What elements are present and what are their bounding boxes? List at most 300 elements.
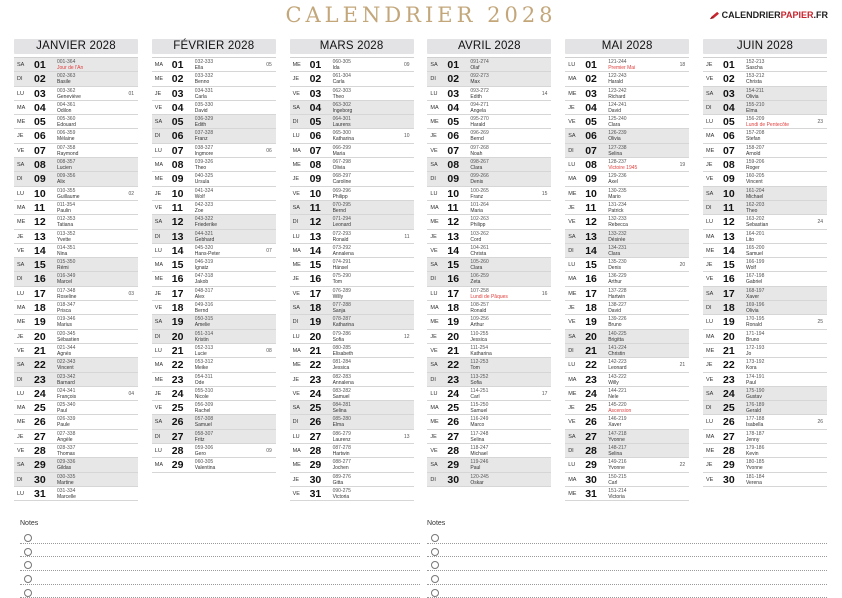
day-row	[427, 444, 551, 458]
day-of-week: DI	[154, 233, 161, 240]
note-line[interactable]	[427, 571, 827, 585]
month-header: MARS 2028	[290, 39, 414, 54]
day-of-week: VE	[430, 347, 438, 354]
day-number: 05	[34, 116, 46, 129]
day-row	[565, 430, 689, 444]
day-row	[14, 430, 138, 444]
note-line[interactable]	[20, 530, 420, 544]
saint-name: Victoria	[332, 493, 350, 500]
day-count: 060-305	[194, 459, 214, 466]
day-number: 29	[171, 459, 184, 472]
day-row	[152, 244, 276, 258]
day-row	[290, 115, 414, 129]
day-row	[427, 244, 551, 258]
day-count: 051-314	[194, 330, 214, 337]
day-number: 13	[585, 230, 597, 243]
day-of-week: SA	[292, 405, 300, 412]
day-row	[152, 158, 276, 172]
holiday-name: Premier Mai	[608, 65, 636, 71]
day-number: 10	[585, 187, 597, 200]
day-number: 06	[34, 130, 46, 143]
day-count: 081-284	[332, 359, 351, 366]
day-of-week: LU	[706, 119, 714, 126]
checkbox-circle-icon[interactable]	[431, 575, 439, 583]
checkbox-circle-icon[interactable]	[24, 548, 32, 556]
day-number: 20	[585, 330, 597, 343]
day-of-week: MA	[568, 276, 577, 283]
day-of-week: ME	[292, 262, 301, 269]
day-row	[290, 330, 414, 344]
note-line[interactable]	[20, 557, 420, 571]
day-number: 30	[585, 473, 597, 486]
day-number: 02	[34, 73, 46, 86]
day-of-week: SA	[154, 219, 163, 226]
day-number: 11	[585, 201, 597, 214]
note-line[interactable]	[20, 571, 420, 585]
day-of-week: LU	[154, 247, 162, 254]
day-number: 17	[171, 287, 184, 300]
day-count: 016-349	[57, 273, 76, 280]
note-line[interactable]	[20, 544, 420, 558]
day-row	[290, 373, 414, 387]
saint-name: Patrick	[608, 207, 624, 214]
saint-name: Valentina	[194, 465, 216, 472]
day-of-week: LU	[154, 448, 162, 455]
holiday-name: Lundi de Pâques	[470, 293, 508, 300]
saint-name: Désirée	[608, 236, 626, 243]
day-number: 28	[447, 445, 460, 458]
day-row	[14, 215, 138, 229]
day-row	[14, 115, 138, 129]
week-number: 24	[817, 219, 823, 226]
day-number: 19	[585, 316, 597, 329]
day-count: 053-312	[194, 359, 214, 366]
day-number: 29	[447, 459, 460, 472]
day-of-week: SA	[430, 162, 438, 169]
day-row	[290, 272, 414, 286]
day-row	[427, 301, 551, 315]
day-count: 095-270	[470, 116, 489, 123]
day-of-week: JE	[430, 133, 437, 140]
day-row	[427, 473, 551, 487]
day-number: 19	[34, 316, 46, 329]
saint-name: Sanja	[332, 308, 346, 315]
week-number: 12	[404, 333, 410, 340]
day-row	[14, 358, 138, 372]
day-row	[290, 301, 414, 315]
day-of-week: LU	[17, 190, 25, 197]
day-number: 12	[34, 216, 46, 229]
day-of-week: MA	[706, 433, 715, 440]
day-row	[14, 87, 138, 101]
checkbox-circle-icon[interactable]	[24, 575, 32, 583]
day-number: 15	[34, 259, 46, 272]
checkbox-circle-icon[interactable]	[431, 534, 439, 542]
day-of-week: JE	[17, 233, 24, 240]
day-count: 149-216	[608, 459, 627, 466]
day-number: 10	[447, 187, 460, 200]
saint-name: Alix	[57, 179, 66, 186]
day-row	[290, 172, 414, 186]
day-count: 100-265	[470, 187, 489, 194]
day-of-week: DI	[430, 276, 436, 283]
day-number: 31	[34, 487, 46, 500]
day-number: 25	[171, 402, 184, 415]
saint-name: Leonard	[332, 222, 351, 229]
day-number: 26	[309, 416, 322, 429]
day-count: 118-247	[470, 445, 489, 452]
brand-logo[interactable]	[709, 10, 828, 20]
day-count: 124-241	[608, 101, 627, 108]
day-of-week: VE	[17, 147, 25, 154]
day-row	[14, 101, 138, 115]
saint-name: Olaf	[470, 65, 480, 71]
day-of-week: VE	[154, 405, 163, 412]
saint-name: Carl	[608, 479, 618, 486]
day-count: 038-327	[194, 144, 214, 151]
day-of-week: JE	[706, 462, 713, 469]
day-number: 26	[34, 416, 46, 429]
day-of-week: MA	[292, 448, 301, 455]
day-count: 134-231	[608, 244, 627, 251]
day-of-week: SA	[154, 119, 163, 126]
day-count: 177-188	[746, 416, 765, 423]
day-count: 159-206	[746, 159, 765, 166]
saint-name: Selina	[608, 451, 623, 458]
day-of-week: VE	[568, 219, 576, 226]
day-number: 10	[171, 187, 184, 200]
day-number: 31	[309, 487, 322, 500]
day-of-week: ME	[568, 490, 577, 497]
saint-name: Wolf	[746, 265, 756, 272]
day-count: 046-319	[194, 259, 214, 266]
saint-name: Jessica	[470, 336, 488, 343]
day-of-week: VE	[706, 476, 714, 483]
day-of-week: MA	[292, 347, 301, 354]
day-of-week: JE	[154, 390, 162, 397]
day-of-week: SA	[430, 362, 438, 369]
saint-name: Samuel	[332, 393, 350, 400]
saint-name: Rebecca	[608, 222, 628, 229]
day-number: 22	[447, 359, 460, 372]
day-count: 151-214	[608, 487, 627, 494]
day-of-week: DI	[706, 204, 712, 211]
day-of-week: SA	[430, 62, 438, 68]
note-line[interactable]	[427, 557, 827, 571]
saint-name: Jenny	[746, 436, 760, 443]
day-of-week: SA	[568, 133, 576, 140]
day-count: 108-257	[470, 302, 489, 309]
day-count: 023-342	[57, 373, 76, 380]
day-number: 14	[309, 244, 322, 257]
day-of-week: JE	[568, 204, 575, 211]
day-number: 03	[723, 87, 735, 100]
day-count: 078-287	[332, 316, 351, 323]
saint-name: Barnard	[57, 379, 75, 386]
saint-name: Alex	[194, 293, 205, 300]
day-count: 070-295	[332, 201, 351, 208]
day-count: 122-243	[608, 73, 627, 80]
saint-name: Michael	[470, 451, 488, 458]
day-count: 035-330	[194, 101, 214, 108]
day-of-week: VE	[706, 276, 714, 283]
day-count: 014-351	[57, 244, 76, 251]
day-of-week: SA	[17, 162, 25, 169]
day-count: 056-309	[194, 402, 214, 409]
note-line[interactable]	[20, 585, 420, 598]
saint-name: Friederike	[194, 222, 218, 229]
day-row	[152, 387, 276, 401]
saint-name: Gebhard	[194, 236, 215, 243]
notes-right	[427, 520, 827, 598]
saint-name: Olivia	[746, 93, 759, 100]
day-number: 28	[34, 445, 46, 458]
day-of-week: DI	[568, 347, 574, 354]
day-of-week: MA	[154, 162, 164, 169]
day-row	[565, 401, 689, 415]
saint-name: Elma	[332, 422, 344, 429]
day-number: 27	[34, 430, 46, 443]
saint-name: Bruno	[746, 336, 760, 343]
day-count: 145-220	[608, 402, 627, 409]
day-count: 126-239	[608, 130, 627, 137]
saint-name: Bernd	[332, 207, 346, 214]
day-count: 013-352	[57, 230, 76, 237]
day-row	[14, 230, 138, 244]
day-number: 06	[171, 130, 184, 143]
day-number: 16	[447, 273, 460, 286]
day-count: 128-237	[608, 159, 627, 166]
day-of-week: VE	[292, 90, 300, 97]
day-count: 004-361	[57, 101, 76, 108]
day-number: 30	[723, 473, 735, 486]
day-row	[427, 115, 551, 129]
day-count: 154-211	[746, 87, 764, 94]
saint-name: Laurenz	[332, 436, 351, 443]
saint-name: Clara	[608, 122, 621, 129]
day-of-week: LU	[17, 90, 25, 97]
day-count: 047-318	[194, 273, 214, 280]
day-of-week: MA	[706, 233, 715, 240]
saint-name: Guillaume	[57, 193, 80, 200]
checkbox-circle-icon[interactable]	[24, 534, 32, 542]
day-count: 125-240	[608, 116, 627, 123]
day-count: 166-199	[746, 259, 765, 266]
day-number: 15	[585, 259, 597, 272]
day-of-week: MA	[430, 204, 439, 211]
saint-name: Maria	[470, 207, 483, 214]
day-row	[290, 244, 414, 258]
day-count: 034-331	[194, 87, 214, 94]
saint-name: Roger	[746, 165, 760, 172]
saint-name: Annalena	[332, 379, 354, 386]
day-row	[703, 473, 827, 487]
day-row	[152, 358, 276, 372]
month-column	[152, 39, 276, 473]
checkbox-circle-icon[interactable]	[431, 561, 439, 569]
saint-name: Mario	[608, 193, 621, 200]
day-row	[152, 58, 276, 72]
day-row	[703, 144, 827, 158]
day-row	[14, 344, 138, 358]
day-of-week: LU	[706, 319, 714, 326]
week-number: 23	[817, 119, 823, 126]
day-number: 04	[309, 101, 322, 114]
day-number: 09	[171, 173, 184, 186]
day-number: 12	[171, 216, 184, 229]
day-count: 155-210	[746, 101, 765, 108]
day-list	[14, 57, 138, 501]
day-number: 29	[34, 459, 46, 472]
month-header: JUIN 2028	[703, 39, 827, 54]
day-count: 146-219	[608, 416, 627, 423]
week-number: 09	[404, 62, 410, 68]
day-number: 25	[447, 402, 460, 415]
saint-name: Noah	[470, 150, 483, 157]
saint-name: Katharina	[332, 322, 354, 329]
checkbox-circle-icon[interactable]	[431, 548, 439, 556]
saint-name: Ignatz	[194, 265, 209, 272]
day-count: 060-305	[332, 59, 351, 65]
day-row	[290, 101, 414, 115]
week-number: 18	[679, 62, 686, 68]
day-of-week: DI	[430, 376, 436, 383]
day-number: 30	[309, 473, 322, 486]
day-count: 127-238	[608, 144, 627, 151]
day-of-week: LU	[17, 290, 25, 297]
saint-name: Nina	[57, 250, 68, 257]
day-of-week: MA	[568, 76, 577, 83]
day-of-week: VE	[706, 76, 714, 83]
day-row	[703, 258, 827, 272]
day-count: 055-310	[194, 387, 214, 394]
day-number: 23	[309, 373, 322, 386]
saint-name: Tom	[470, 365, 480, 372]
note-line[interactable]	[427, 530, 827, 544]
day-row	[703, 458, 827, 472]
day-of-week: ME	[17, 119, 26, 126]
saint-name: Kora	[746, 365, 757, 372]
saint-name: Meike	[194, 365, 209, 372]
day-row	[152, 458, 276, 472]
day-of-week: VE	[706, 376, 714, 383]
day-of-week: SA	[430, 462, 438, 469]
day-number: 02	[723, 73, 735, 86]
day-row	[427, 215, 551, 229]
day-number: 15	[309, 259, 322, 272]
saint-name: Sebastian	[746, 222, 769, 229]
saint-name: David	[608, 107, 621, 114]
day-row	[290, 215, 414, 229]
day-row	[703, 215, 827, 229]
day-number: 02	[309, 73, 322, 86]
note-line[interactable]	[427, 585, 827, 598]
day-number: 01	[309, 59, 322, 71]
day-number: 20	[447, 330, 460, 343]
saint-name: Christa	[746, 79, 762, 86]
day-count: 119-246	[470, 459, 489, 466]
day-count: 168-197	[746, 287, 765, 294]
day-number: 24	[34, 387, 46, 400]
day-of-week: ME	[292, 162, 301, 169]
saint-name: Elisabeth	[332, 350, 354, 357]
day-count: 115-250	[470, 402, 489, 409]
day-count: 130-235	[608, 187, 627, 194]
day-row	[703, 244, 827, 258]
day-row	[565, 115, 689, 129]
day-count: 164-201	[746, 230, 765, 237]
saint-name: Ingmore	[194, 150, 214, 157]
checkbox-circle-icon[interactable]	[24, 561, 32, 569]
day-of-week: LU	[292, 133, 300, 140]
day-of-week: LU	[706, 219, 714, 226]
day-number: 05	[585, 116, 597, 129]
day-count: 121-244	[608, 59, 627, 65]
saint-name: Amelie	[194, 322, 211, 329]
day-number: 05	[171, 116, 184, 129]
day-row	[14, 401, 138, 415]
day-row	[427, 358, 551, 372]
day-of-week: VE	[430, 247, 438, 254]
day-row	[290, 444, 414, 458]
day-of-week: DI	[430, 176, 436, 183]
saint-name: Marcelle	[57, 493, 76, 500]
week-number: 19	[679, 162, 686, 169]
saint-name: Sascha	[746, 65, 763, 71]
day-number: 28	[309, 445, 322, 458]
day-count: 156-209	[746, 116, 765, 123]
day-of-week: DI	[568, 147, 574, 154]
day-list	[427, 57, 551, 487]
day-number: 25	[34, 402, 46, 415]
day-count: 141-224	[608, 344, 627, 351]
day-row	[152, 315, 276, 329]
day-row	[152, 172, 276, 186]
day-row	[290, 430, 414, 444]
saint-name: Philipp	[470, 222, 486, 229]
day-count: 042-323	[194, 201, 214, 208]
brand-part3: .FR	[813, 10, 828, 20]
saint-name: Katharina	[332, 136, 354, 143]
day-of-week: DI	[706, 305, 712, 312]
day-of-week: SA	[17, 362, 25, 369]
note-line[interactable]	[427, 544, 827, 558]
day-of-week: DI	[17, 76, 23, 83]
day-of-week: JE	[430, 333, 437, 340]
brand-part1: CALENDRIER	[721, 10, 781, 20]
day-of-week: VE	[154, 204, 163, 211]
day-number: 12	[309, 216, 322, 229]
day-count: 088-277	[332, 459, 351, 466]
day-of-week: JE	[568, 405, 575, 412]
day-row	[565, 272, 689, 286]
day-row	[427, 272, 551, 286]
day-row	[565, 415, 689, 429]
day-number: 26	[447, 416, 460, 429]
day-row	[14, 387, 138, 401]
day-number: 23	[585, 373, 597, 386]
day-row	[14, 301, 138, 315]
day-row	[703, 344, 827, 358]
saint-name: Paule	[57, 422, 70, 429]
day-of-week: DI	[430, 76, 436, 83]
day-count: 094-271	[470, 101, 489, 108]
day-count: 098-267	[470, 159, 489, 166]
day-count: 158-207	[746, 144, 765, 151]
day-list	[152, 57, 276, 473]
day-number: 13	[171, 230, 184, 243]
day-row	[427, 187, 551, 201]
